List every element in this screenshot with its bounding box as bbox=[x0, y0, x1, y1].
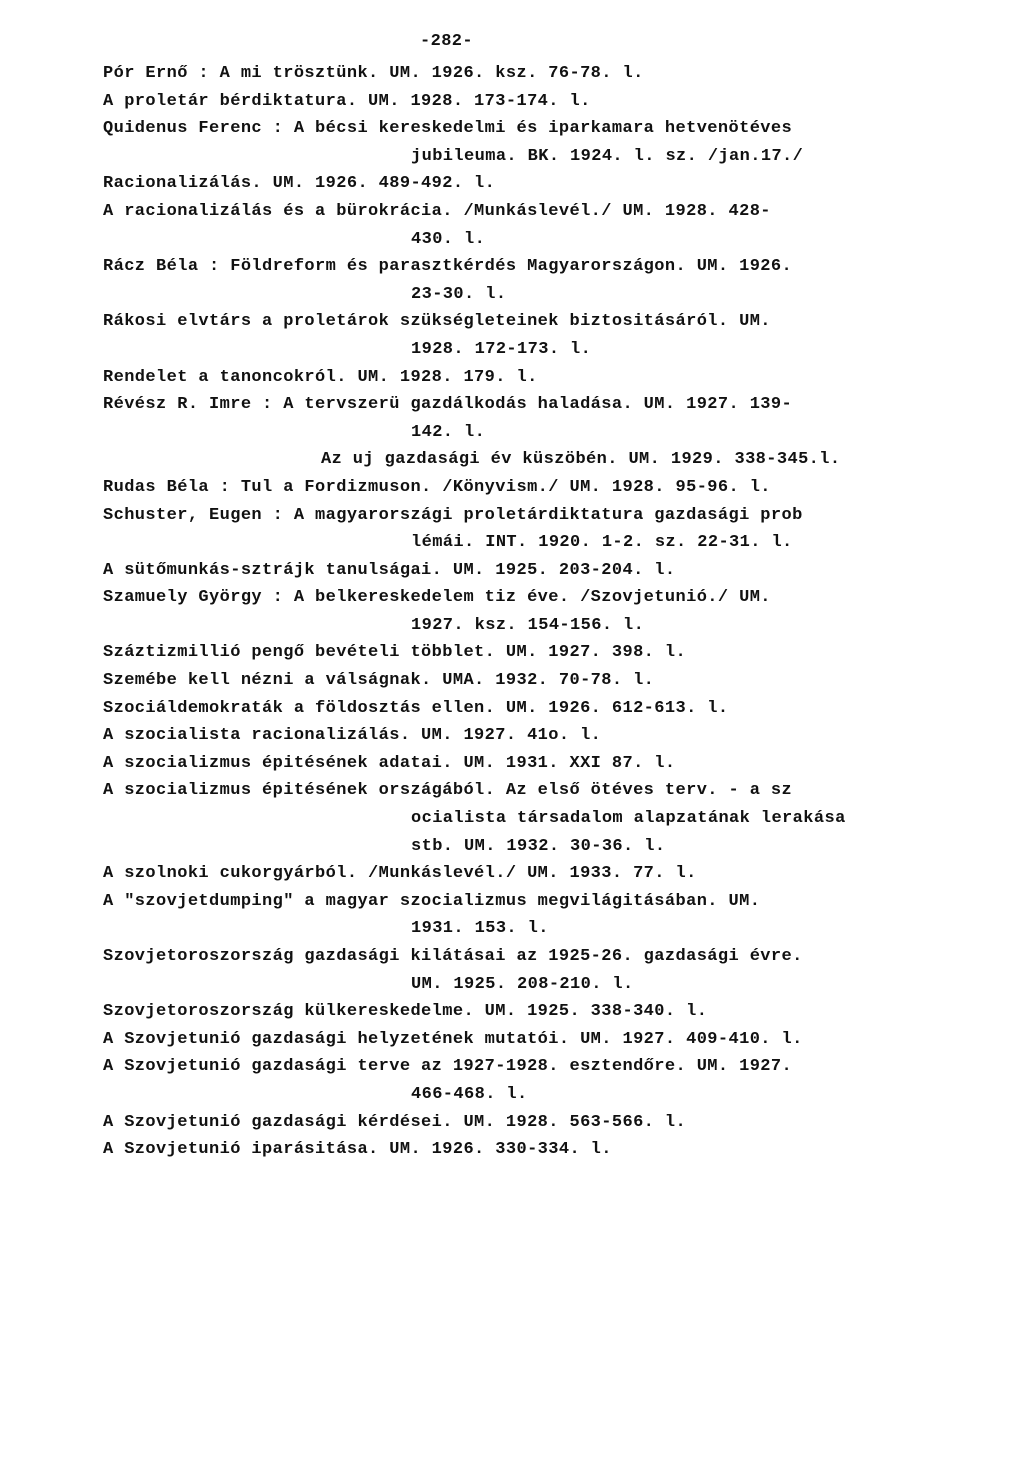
bibliography-entry-line: A Szovjetunió gazdasági helyzetének mutatói. UM. 1927. 409-410. l. bbox=[103, 1029, 803, 1049]
bibliography-entry-line: Rudas Béla : Tul a Fordizmuson. /Könyvism./ UM. 1928. 95-96. l. bbox=[103, 477, 771, 497]
bibliography-entry-line: A szocializmus épitésének adatai. UM. 1931. XXI 87. l. bbox=[103, 753, 676, 773]
bibliography-entry-line: Szovjetoroszország gazdasági kilátásai az 1925-26. gazdasági évre. bbox=[103, 947, 803, 966]
bibliography-continuation-line: lémái. INT. 1920. 1-2. sz. 22-31. l. bbox=[411, 533, 793, 553]
bibliography-entry-line: A szocializmus épitésének országából. Az első ötéves terv. - a sz bbox=[103, 781, 793, 801]
bibliography-list bbox=[0, 60, 1024, 1164]
bibliography-entry-line: Szamuely György : A belkereskedelem tiz éve. /Szovjetunió./ UM. bbox=[103, 588, 771, 608]
bibliography-continuation-line: ocialista társadalom alapzatának lerakása bbox=[411, 809, 846, 829]
bibliography-continuation-line: 1931. 153. l. bbox=[411, 919, 549, 939]
bibliography-continuation-line: 1928. 172-173. l. bbox=[411, 339, 592, 359]
bibliography-entry-line: Rendelet a tanoncokról. UM. 1928. 179. l. bbox=[103, 367, 538, 387]
bibliography-continuation-line: 1927. ksz. 154-156. l. bbox=[411, 615, 645, 635]
bibliography-entry-line: A Szovjetunió gazdasági terve az 1927-1928. esztendőre. UM. 1927. bbox=[103, 1057, 793, 1077]
bibliography-entry-line: Rákosi elvtárs a proletárok szükségleteinek biztositásáról. UM. bbox=[103, 312, 771, 332]
bibliography-entry-line: A racionalizálás és a bürokrácia. /Munkáslevél./ UM. 1928. 428- bbox=[103, 201, 771, 221]
bibliography-entry-line: A Szovjetunió iparásitása. UM. 1926. 330-334. l. bbox=[103, 1140, 612, 1160]
bibliography-entry-line: A "szovjetdumping" a magyar szocializmus megvilágitásában. UM. bbox=[103, 891, 761, 911]
bibliography-continuation-line: 23-30. l. bbox=[411, 284, 507, 304]
page-number: -282- bbox=[420, 32, 474, 51]
bibliography-continuation-line: Az uj gazdasági év küszöbén. UM. 1929. 338-345.l. bbox=[321, 450, 841, 470]
bibliography-entry-line: A szocialista racionalizálás. UM. 1927. 41o. l. bbox=[103, 726, 602, 746]
bibliography-entry-line: Szovjetoroszország külkereskedelme. UM. 1925. 338-340. l. bbox=[103, 1002, 708, 1022]
bibliography-entry-line: Révész R. Imre : A tervszerü gazdálkodás haladása. UM. 1927. 139- bbox=[103, 395, 793, 415]
bibliography-entry-line: Racionalizálás. UM. 1926. 489-492. l. bbox=[103, 174, 496, 194]
bibliography-entry-line: Szociáldemokraták a földosztás ellen. UM. 1926. 612-613. l. bbox=[103, 698, 729, 718]
bibliography-entry-line: Száztizmillió pengő bevételi többlet. UM. 1927. 398. l. bbox=[103, 643, 687, 663]
bibliography-entry-line: A szolnoki cukorgyárból. /Munkáslevél./ UM. 1933. 77. l. bbox=[103, 864, 697, 884]
bibliography-entry-line: A Szovjetunió gazdasági kérdései. UM. 1928. 563-566. l. bbox=[103, 1112, 687, 1132]
bibliography-continuation-line: 430. l. bbox=[411, 229, 486, 249]
bibliography-entry-line: Quidenus Ferenc : A bécsi kereskedelmi és iparkamara hetvenötéves bbox=[103, 119, 793, 139]
bibliography-entry-line: Rácz Béla : Földreform és parasztkérdés Magyarországon. UM. 1926. bbox=[103, 257, 793, 277]
bibliography-entry-line: A proletár bérdiktatura. UM. 1928. 173-174. l. bbox=[103, 91, 591, 111]
bibliography-continuation-line: UM. 1925. 208-210. l. bbox=[411, 974, 634, 994]
bibliography-entry-line: A sütőmunkás-sztrájk tanulságai. UM. 1925. 203-204. l. bbox=[103, 560, 676, 580]
bibliography-continuation-line: stb. UM. 1932. 30-36. l. bbox=[411, 836, 666, 856]
bibliography-continuation-line: 466-468. l. bbox=[411, 1084, 528, 1104]
bibliography-entry-line: Szemébe kell nézni a válságnak. UMA. 1932. 70-78. l. bbox=[103, 671, 655, 691]
bibliography-continuation-line: jubileuma. BK. 1924. l. sz. /jan.17./ bbox=[411, 146, 804, 166]
bibliography-entry-line: Pór Ernő : A mi trösztünk. UM. 1926. ksz. 76-78. l. bbox=[103, 64, 644, 83]
bibliography-entry-line: Schuster, Eugen : A magyarországi proletárdiktatura gazdasági prob bbox=[103, 505, 803, 525]
bibliography-continuation-line: 142. l. bbox=[411, 422, 486, 442]
